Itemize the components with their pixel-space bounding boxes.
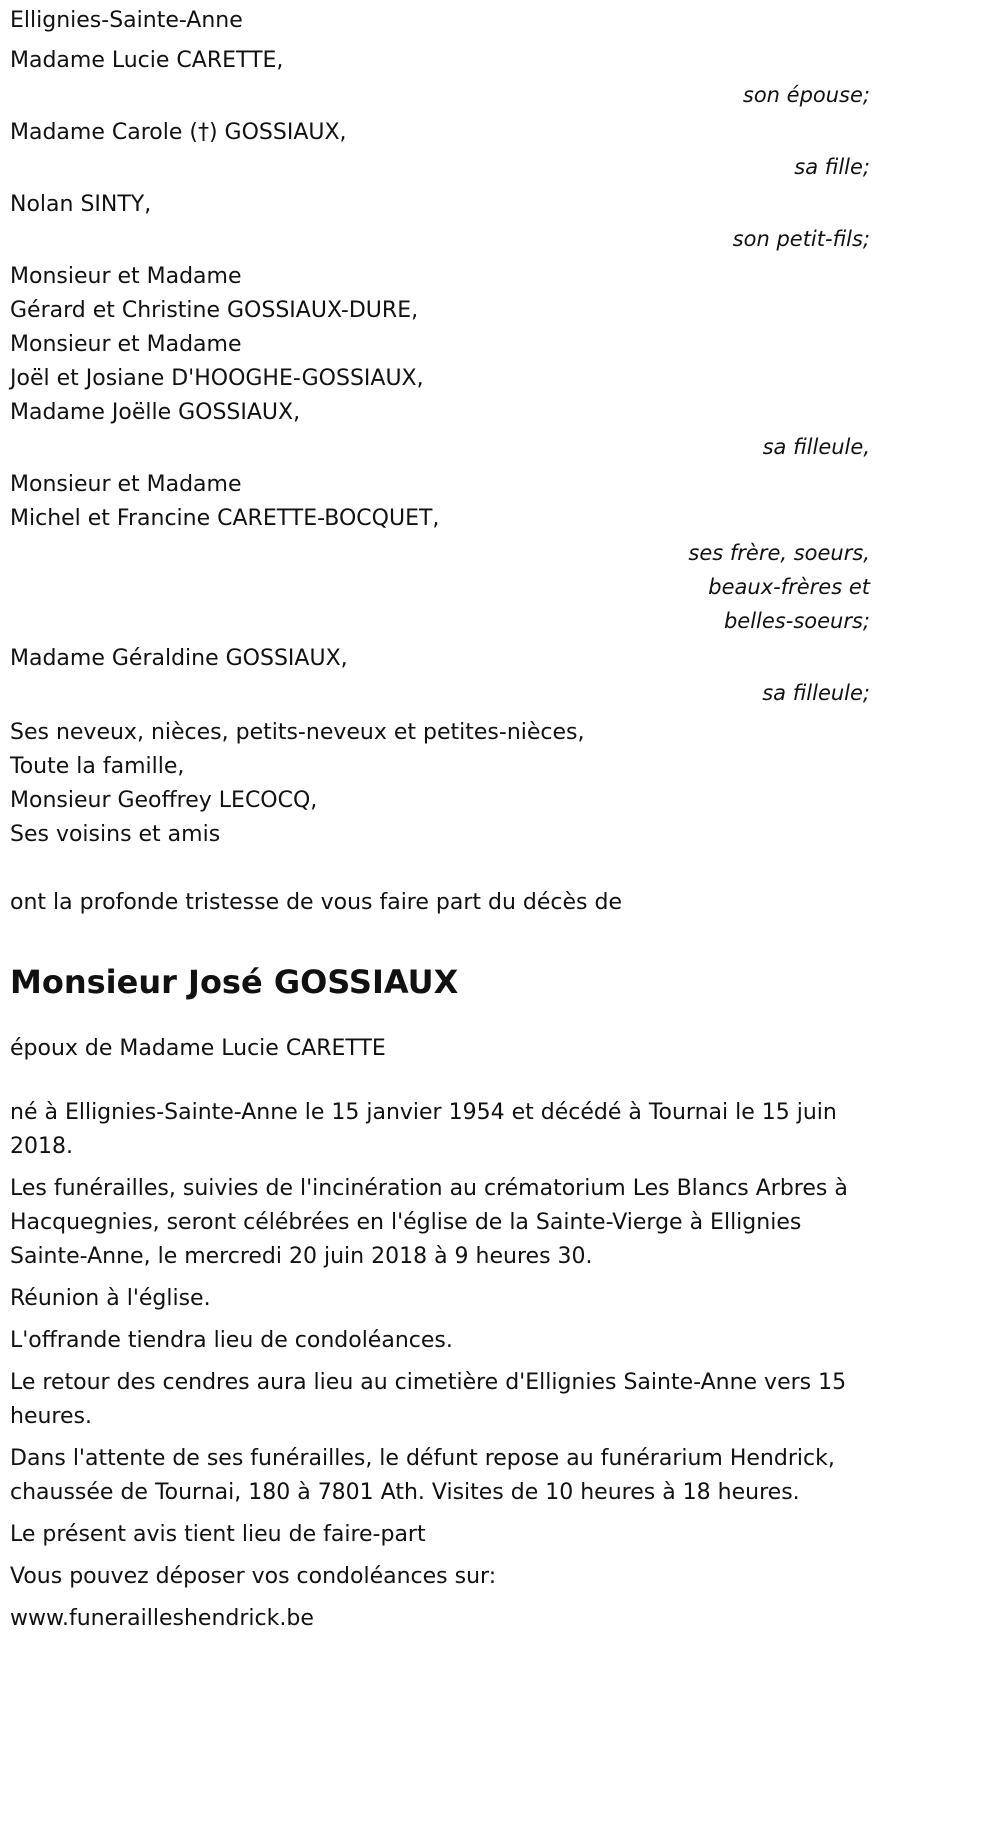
condolence-website-link[interactable]: www.funerailleshendrick.be bbox=[10, 1606, 314, 1631]
detail-paragraph: Réunion à l'église. bbox=[10, 1286, 211, 1311]
other-relatives bbox=[10, 716, 860, 852]
relationship-label: belles-soeurs; bbox=[723, 609, 870, 633]
family-group bbox=[10, 642, 870, 710]
family-name-line: Monsieur et Madame bbox=[10, 264, 242, 289]
family-list bbox=[10, 44, 870, 710]
family-name-line: Monsieur et Madame bbox=[10, 332, 242, 357]
relative-line: Monsieur Geoffrey LECOCQ, bbox=[10, 788, 318, 813]
detail-paragraph: Le présent avis tient lieu de faire-part bbox=[10, 1522, 426, 1547]
details-paragraphs bbox=[10, 1096, 860, 1636]
family-name-line: Michel et Francine CARETTE-BOCQUET, bbox=[10, 506, 440, 531]
family-group bbox=[10, 44, 870, 112]
detail-paragraph: Vous pouvez déposer vos condoléances sur: bbox=[10, 1564, 497, 1589]
relationship-label: beaux-frères et bbox=[708, 575, 870, 599]
family-name-line: Madame Lucie CARETTE, bbox=[10, 48, 284, 73]
family-name-line: Gérard et Christine GOSSIAUX-DURE, bbox=[10, 298, 419, 323]
detail-paragraph: L'offrande tiendra lieu de condoléances. bbox=[10, 1328, 453, 1353]
relationship-label: sa filleule, bbox=[762, 435, 870, 459]
detail-paragraph: Dans l'attente de ses funérailles, le défunt repose au funérarium Hendrick, chaussée de Tournai, 180 à 7801 Ath. Visites de 10 heures à 18 heures. bbox=[10, 1446, 835, 1505]
family-group bbox=[10, 468, 870, 638]
relative-line: Ses voisins et amis bbox=[10, 822, 221, 847]
announcement-text: ont la profonde tristesse de vous faire part du décès de bbox=[10, 890, 622, 915]
relationship-label: son épouse; bbox=[742, 83, 870, 107]
detail-paragraph: Le retour des cendres aura lieu au cimetière d'Ellignies Sainte-Anne vers 15 heures. bbox=[10, 1370, 847, 1429]
detail-paragraph: Les funérailles, suivies de l'incinération au crématorium Les Blancs Arbres à Hacquegnies, seront célébrées en l'église de la Sainte-Vierge à Ellignies Sainte-Anne, le mercredi 20 juin 2018 à 9 heures 30. bbox=[10, 1176, 848, 1269]
family-group bbox=[10, 260, 870, 464]
place-heading: Ellignies-Sainte-Anne bbox=[10, 8, 243, 33]
deceased-name: Monsieur José GOSSIAUX bbox=[10, 963, 459, 1001]
family-name-line: Joël et Josiane D'HOOGHE-GOSSIAUX, bbox=[10, 366, 424, 391]
family-name-line: Nolan SINTY, bbox=[10, 192, 152, 217]
spouse-line: époux de Madame Lucie CARETTE bbox=[10, 1036, 386, 1061]
family-name-line: Monsieur et Madame bbox=[10, 472, 242, 497]
family-group bbox=[10, 188, 870, 256]
relative-line: Toute la famille, bbox=[10, 754, 185, 779]
detail-paragraph: né à Ellignies-Sainte-Anne le 15 janvier 1954 et décédé à Tournai le 15 juin 2018. bbox=[10, 1100, 837, 1159]
family-name-line: Madame Joëlle GOSSIAUX, bbox=[10, 400, 301, 425]
relationship-label: sa filleule; bbox=[762, 681, 870, 705]
relative-line: Ses neveux, nièces, petits-neveux et petites-nièces, bbox=[10, 720, 585, 745]
relationship-label: son petit-fils; bbox=[732, 227, 870, 251]
family-group bbox=[10, 116, 870, 184]
family-name-line: Madame Carole (†) GOSSIAUX, bbox=[10, 120, 347, 145]
relationship-label: ses frère, soeurs, bbox=[688, 541, 870, 565]
relationship-label: sa fille; bbox=[794, 155, 870, 179]
family-name-line: Madame Géraldine GOSSIAUX, bbox=[10, 646, 348, 671]
